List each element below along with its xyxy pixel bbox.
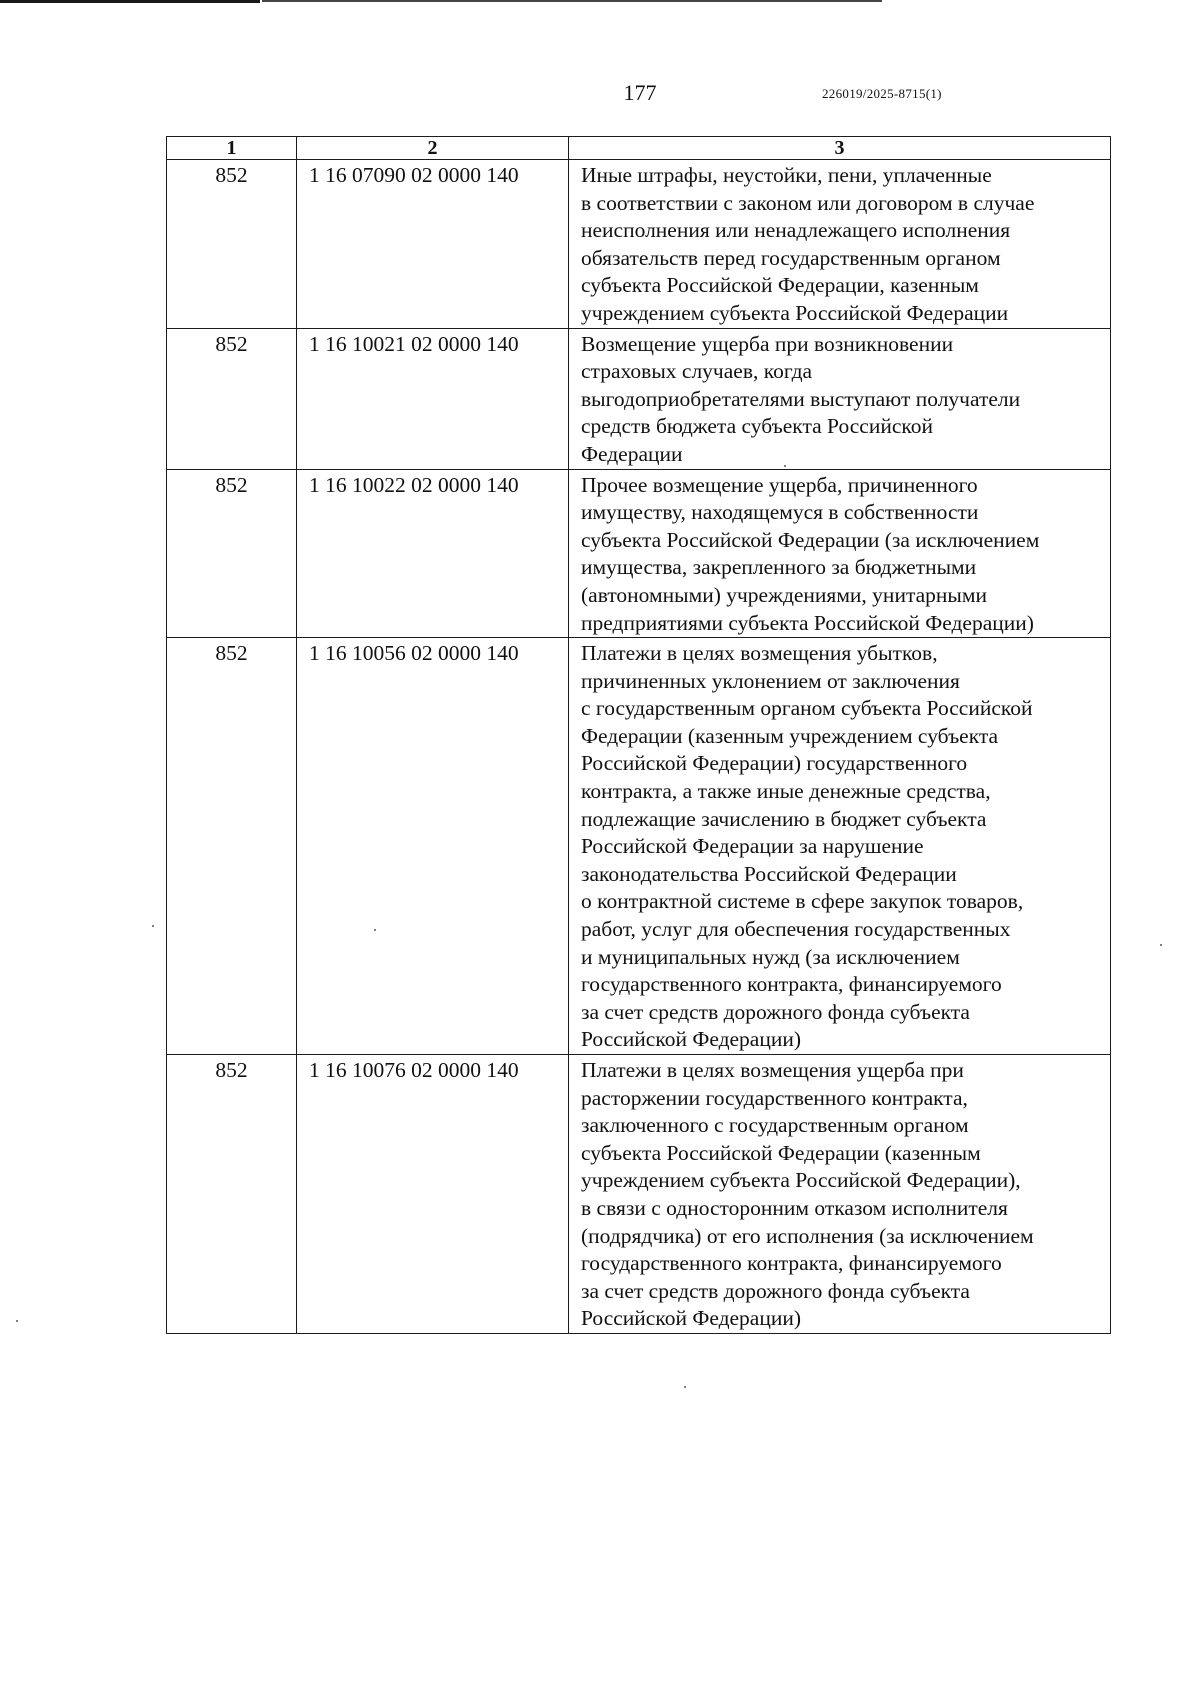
description-line: государственного контракта, финансируемого (581, 972, 1002, 997)
description-line: Платежи в целях возмещения убытков, (581, 641, 938, 666)
description-line: причиненных уклонением от заключения (581, 668, 960, 693)
column-header-3: 3 (569, 137, 1111, 160)
description-line: предприятиями субъекта Российской Федерации) (581, 610, 1034, 635)
description-line: страховых случаев, когда (581, 359, 813, 384)
description-line: Иные штрафы, неустойки, пени, уплаченные (581, 163, 992, 187)
description-line: Прочее возмещение ущерба, причиненного (581, 472, 978, 497)
cell-admin-code: 852 (167, 160, 297, 329)
description-line: Возмещение ущерба при возникновении (581, 331, 954, 356)
column-header-2: 2 (297, 137, 569, 160)
cell-description (569, 638, 1111, 1055)
description-line: за счет средств дорожного фонда субъекта (581, 999, 970, 1024)
scan-speck (152, 925, 154, 927)
description-line: выгодоприобретателями выступают получатели (581, 386, 1021, 411)
description-line: имуществу, находящемуся в собственности (581, 500, 979, 525)
description-line: о контрактной системе в сфере закупок товаров, (581, 889, 1024, 914)
cell-budget-classification-code: 1 16 07090 02 0000 140 (297, 160, 569, 329)
description-line: работ, услуг для обеспечения государственных (581, 917, 1011, 942)
scan-speck (784, 465, 786, 467)
cell-budget-classification-code: 1 16 10056 02 0000 140 (297, 638, 569, 1055)
description-line: субъекта Российской Федерации, казенным (581, 273, 979, 298)
description-line: учреждением субъекта Российской Федерации (581, 300, 1009, 325)
scan-edge-top (0, 0, 260, 3)
description-line: за счет средств дорожного фонда субъекта (581, 1278, 970, 1303)
scan-speck (684, 1386, 686, 1388)
cell-admin-code: 852 (167, 1055, 297, 1334)
table-row (167, 328, 1111, 469)
cell-description (569, 328, 1111, 469)
description-line: обязательств перед государственным органом (581, 245, 1001, 270)
budget-codes-table (166, 136, 1111, 1334)
description-line: Российской Федерации) государственного (581, 751, 968, 776)
description-line: Федерации (581, 441, 683, 466)
table-row (167, 638, 1111, 1055)
description-line: Российской Федерации) (581, 1027, 802, 1052)
column-header-1: 1 (167, 137, 297, 160)
description-line: Российской Федерации за нарушение (581, 834, 924, 859)
cell-admin-code: 852 (167, 328, 297, 469)
description-line: законодательства Российской Федерации (581, 861, 957, 886)
description-line: имущества, закрепленного за бюджетными (581, 555, 977, 580)
description-line: учреждением субъекта Российской Федерации), (581, 1168, 1021, 1193)
cell-budget-classification-code: 1 16 10022 02 0000 140 (297, 469, 569, 638)
description-line: субъекта Российской Федерации (казенным (581, 1140, 981, 1165)
description-line: Федерации (казенным учреждением субъекта (581, 723, 999, 748)
scan-speck (1160, 944, 1162, 946)
description-line: расторжении государственного контракта, (581, 1085, 968, 1110)
description-line: государственного контракта, финансируемого (581, 1251, 1002, 1276)
description-line: средств бюджета субъекта Российской (581, 414, 933, 439)
description-line: заключенного с государственным органом (581, 1113, 969, 1138)
table-body (167, 160, 1111, 1334)
description-line: подлежащие зачислению в бюджет субъекта (581, 806, 987, 831)
description-line: контракта, а также иные денежные средства, (581, 779, 991, 804)
description-line: Платежи в целях возмещения ущерба при (581, 1058, 964, 1082)
page-number: 177 (623, 80, 657, 105)
cell-admin-code: 852 (167, 469, 297, 638)
scan-speck (374, 929, 376, 931)
table-row (167, 160, 1111, 329)
description-line: и муниципальных нужд (за исключением (581, 944, 960, 969)
cell-description (569, 1055, 1111, 1334)
description-line: Российской Федерации) (581, 1306, 802, 1331)
description-line: в соответствии с законом или договором в случае (581, 190, 1035, 215)
table-header-row (167, 137, 1111, 160)
cell-description (569, 160, 1111, 329)
description-line: неисполнения или ненадлежащего исполнения (581, 218, 1011, 243)
scan-speck (16, 1320, 18, 1322)
description-line: (автономными) учреждениями, унитарными (581, 582, 987, 607)
cell-admin-code: 852 (167, 638, 297, 1055)
cell-description (569, 469, 1111, 638)
description-line: (подрядчика) от его исполнения (за исключением (581, 1223, 1034, 1248)
table-row (167, 1055, 1111, 1334)
cell-budget-classification-code: 1 16 10076 02 0000 140 (297, 1055, 569, 1334)
description-line: с государственным органом субъекта Российской (581, 696, 1033, 721)
cell-budget-classification-code: 1 16 10021 02 0000 140 (297, 328, 569, 469)
table-row (167, 469, 1111, 638)
scan-edge-top-thin (262, 0, 882, 2)
description-line: в связи с односторонним отказом исполнителя (581, 1195, 1008, 1220)
document-code: 226019/2025-8715(1) (822, 86, 942, 101)
description-line: субъекта Российской Федерации (за исключением (581, 527, 1040, 552)
